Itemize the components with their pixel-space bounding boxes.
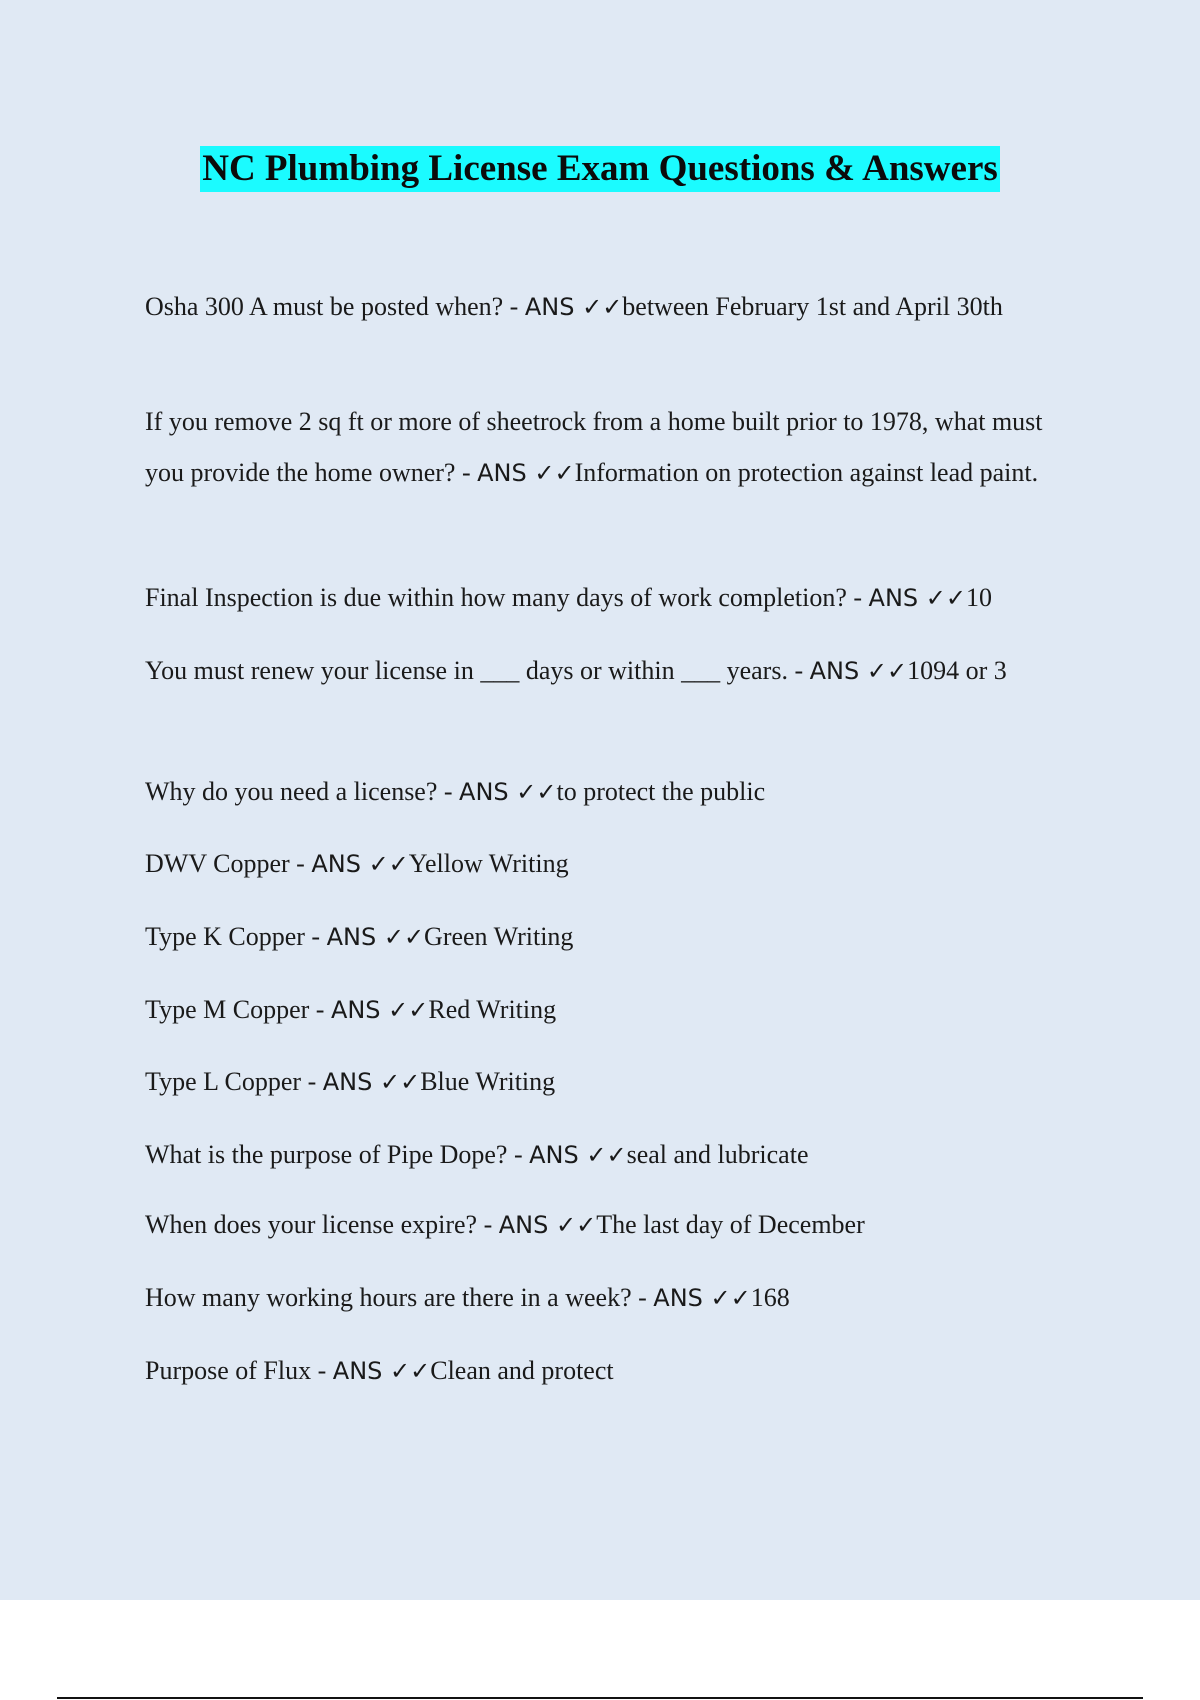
- answer-marker: ANS ✓✓: [653, 1284, 751, 1312]
- question-text: If you remove 2 sq ft or more of sheetrock from a home built prior to 1978, what must you provide the home owner? -: [145, 407, 1043, 487]
- answer-marker: ANS ✓✓: [322, 1068, 421, 1096]
- question-text: Type L Copper -: [145, 1067, 323, 1096]
- question-text: Osha 300 A must be posted when? -: [145, 292, 525, 321]
- title-container: [0, 146, 1200, 192]
- qa-item-12: [145, 1272, 1080, 1324]
- question-text: How many working hours are there in a week? -: [145, 1283, 654, 1312]
- answer-text: Information on protection against lead paint.: [574, 458, 1039, 487]
- answer-text: The last day of December: [596, 1210, 865, 1239]
- question-text: Final Inspection is due within how many days of work completion? -: [145, 583, 869, 612]
- qa-item-6: [145, 838, 1080, 890]
- qa-item-11: [145, 1199, 1080, 1251]
- answer-text: Yellow Writing: [408, 849, 569, 878]
- question-text: Purpose of Flux -: [145, 1356, 333, 1385]
- question-text: What is the purpose of Pipe Dope? -: [145, 1140, 530, 1169]
- qa-item-4: [145, 645, 1080, 697]
- qa-item-1: [145, 281, 1080, 333]
- answer-text: Clean and protect: [430, 1356, 614, 1385]
- answer-text: seal and lubricate: [626, 1140, 809, 1169]
- answer-marker: ANS ✓✓: [809, 657, 908, 685]
- qa-item-13: [145, 1345, 1080, 1397]
- answer-text: Red Writing: [428, 995, 557, 1024]
- answer-marker: ANS ✓✓: [326, 923, 425, 951]
- answer-text: between February 1st and April 30th: [622, 292, 1003, 321]
- question-text: DWV Copper -: [145, 849, 312, 878]
- qa-item-10: [145, 1129, 1080, 1181]
- qa-item-5: [145, 766, 1080, 818]
- qa-item-8: [145, 984, 1080, 1036]
- answer-text: 1094 or 3: [907, 656, 1007, 685]
- answer-marker: ANS ✓✓: [498, 1211, 597, 1239]
- footer-divider: [57, 1697, 1143, 1699]
- answer-marker: ANS ✓✓: [332, 1357, 431, 1385]
- qa-item-9: [145, 1056, 1080, 1108]
- answer-marker: ANS ✓✓: [529, 1141, 627, 1169]
- question-text: When does your license expire? -: [145, 1210, 499, 1239]
- answer-text: to protect the public: [556, 777, 766, 806]
- question-text: Type M Copper -: [145, 995, 331, 1024]
- qa-item-3: [145, 572, 1080, 624]
- answer-marker: ANS ✓✓: [311, 850, 409, 878]
- answer-marker: ANS ✓✓: [330, 996, 429, 1024]
- qa-item-7: [145, 911, 1080, 963]
- question-text: Type K Copper -: [145, 922, 327, 951]
- answer-marker: ANS ✓✓: [477, 459, 575, 487]
- answer-text: Green Writing: [424, 922, 574, 951]
- answer-text: Blue Writing: [420, 1067, 556, 1096]
- question-text: You must renew your license in ___ days or within ___ years. -: [145, 656, 810, 685]
- answer-marker: ANS ✓✓: [524, 293, 623, 321]
- qa-item-2: [145, 396, 1080, 499]
- answer-text: 168: [750, 1283, 790, 1312]
- question-text: Why do you need a license? -: [145, 777, 460, 806]
- document-title: NC Plumbing License Exam Questions & Answers: [200, 146, 1000, 192]
- answer-marker: ANS ✓✓: [459, 778, 557, 806]
- answer-text: 10: [966, 583, 992, 612]
- answer-marker: ANS ✓✓: [868, 584, 966, 612]
